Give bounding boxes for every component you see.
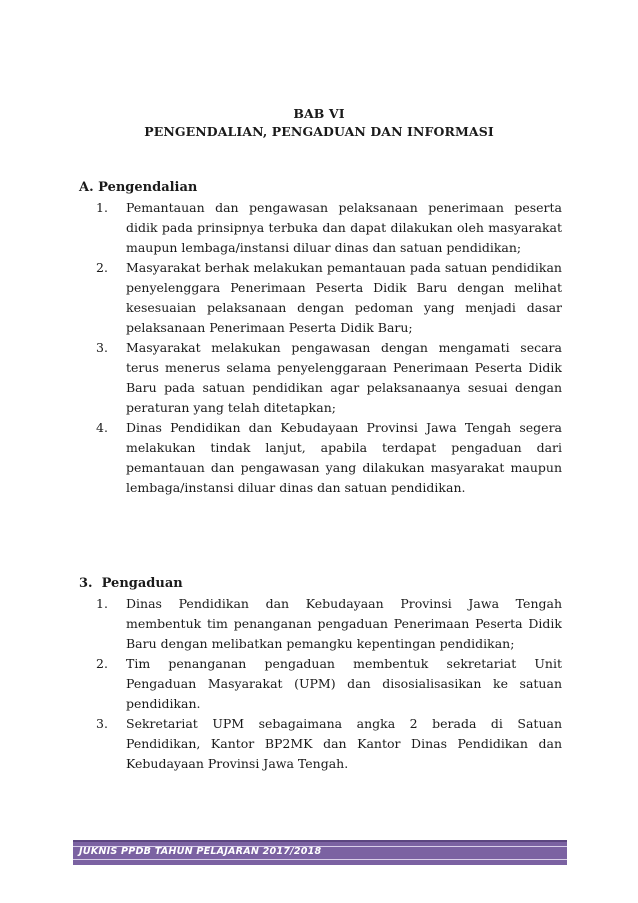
footer-text: JUKNIS PPDB TAHUN PELAJARAN 2017/2018	[79, 846, 322, 857]
chapter-number: BAB VI	[293, 106, 345, 121]
pengendalian-list	[96, 198, 562, 498]
item-number: 2.	[96, 260, 108, 275]
list-item	[96, 714, 562, 774]
item-text: Tim penanganan pengaduan membentuk sekretariat Unit Pengaduan Masyarakat (UPM) dan disosialisasikan ke satuan pendidikan.	[126, 656, 562, 711]
section-pengaduan-heading: 3. Pengaduan	[79, 576, 183, 591]
list-item	[96, 258, 562, 338]
item-number: 4.	[96, 420, 108, 435]
section-pengendalian-heading: A. Pengendalian	[79, 180, 198, 195]
item-text: Dinas Pendidikan dan Kebudayaan Provinsi Jawa Tengah membentuk tim penanganan pengaduan Penerimaan Peserta Didik Baru dengan melibatkan pemangku kepentingan pendidikan;	[126, 596, 562, 651]
list-item	[96, 654, 562, 714]
item-number: 3.	[96, 340, 108, 355]
item-text: Dinas Pendidikan dan Kebudayaan Provinsi Jawa Tengah segera melakukan tindak lanjut, apabila terdapat pengaduan dari pemantauan dan pengawasan yang dilakukan masyarakat maupun lembaga/instansi diluar dinas dan satuan pendidikan.	[126, 420, 562, 495]
item-text: Pemantauan dan pengawasan pelaksanaan penerimaan peserta didik pada prinsipnya terbuka dan dapat dilakukan oleh masyarakat maupun lembaga/instansi diluar dinas dan satuan pendidikan;	[126, 200, 562, 255]
list-item	[96, 418, 562, 498]
item-number: 1.	[96, 596, 108, 611]
item-text: Sekretariat UPM sebagaimana angka 2 berada di Satuan Pendidikan, Kantor BP2MK dan Kantor Dinas Pendidikan dan Kebudayaan Provinsi Jawa Tengah.	[126, 716, 562, 771]
item-text: Masyarakat berhak melakukan pemantauan pada satuan pendidikan penyelenggara Penerimaan Peserta Didik Baru dengan melihat kesesuaian pelaksanaan dengan pedoman yang menjadi dasar pelaksanaan Penerimaan Peserta Didik Baru;	[126, 260, 562, 335]
pengaduan-list	[96, 594, 562, 774]
item-text: Masyarakat melakukan pengawasan dengan mengamati secara terus menerus selama penyelenggaraan Penerimaan Peserta Didik Baru pada satuan pendidikan agar pelaksanaanya sesuai dengan peraturan yang telah ditetapkan;	[126, 340, 562, 415]
list-item	[96, 594, 562, 654]
chapter-title: PENGENDALIAN, PENGADUAN DAN INFORMASI	[144, 124, 494, 139]
list-item	[96, 198, 562, 258]
list-item	[96, 338, 562, 418]
item-number: 2.	[96, 656, 108, 671]
item-number: 1.	[96, 200, 108, 215]
item-number: 3.	[96, 716, 108, 731]
